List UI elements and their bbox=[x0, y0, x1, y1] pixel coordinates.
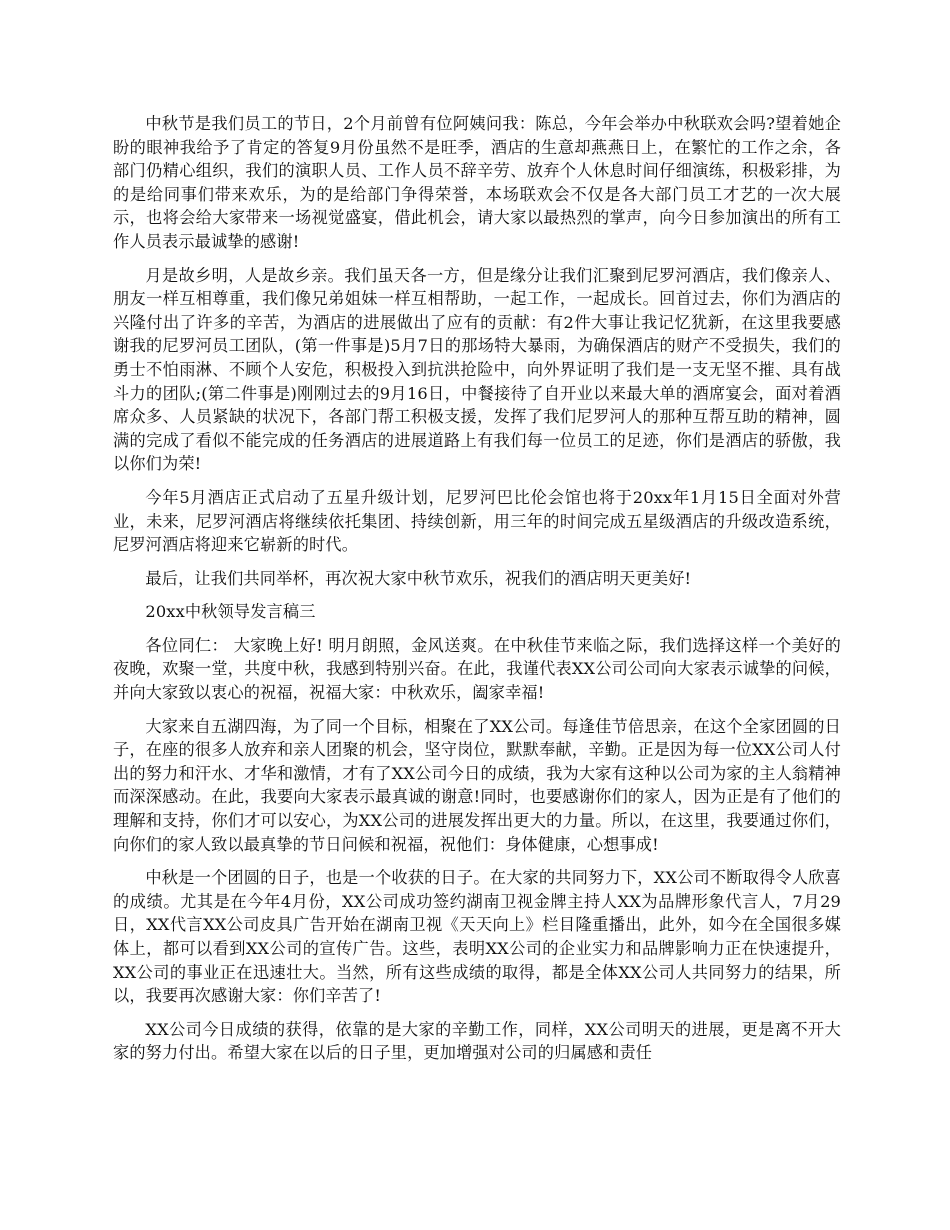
paragraph-five-star-plan: 今年5月酒店正式启动了五星升级计划，尼罗河巴比伦会馆也将于20xx年1月15日全面对外营业，未来，尼罗河酒店将继续依托集团、持续创新，用三年的时间完成五星级酒店的升级改造系统，尼罗河酒店将迎来它崭新的时代。 bbox=[113, 487, 841, 555]
document-page bbox=[113, 112, 841, 1075]
paragraph-toast: 最后，让我们共同举杯，再次祝大家中秋节欢乐，祝我们的酒店明天更美好! bbox=[145, 568, 692, 588]
paragraph-achievements: 中秋是一个团圆的日子，也是一个收获的日子。在大家的共同努力下，XX公司不断取得令人欣喜的成绩。尤其是在今年4月份，XX公司成功签约湖南卫视金牌主持人XX为品牌形象代言人，7月29日，XX代言XX公司皮具广告开始在湖南卫视《天天向上》栏目隆重播出，此外，如今在全国很多媒体上，都可以看到XX公司的宣传广告。这些，表明XX公司的企业实力和品牌影响力正在快速提升，XX公司的事业正在迅速壮大。当然，所有这些成绩的取得，都是全体XX公司人共同努力的结果，所以，我要再次感谢大家：你们辛苦了! bbox=[113, 868, 841, 1006]
paragraph-thanks-families: 大家来自五湖四海，为了同一个目标，相聚在了XX公司。每逢佳节倍思亲，在这个全家团圆的日子，在座的很多人放弃和亲人团聚的机会，坚守岗位，默默奉献，辛勤。正是因为每一位XX公司人付出的努力和汗水、才华和激情，才有了XX公司今日的成绩，我为大家有这种以公司为家的主人翁精神而深深感动。在此，我要向大家表示最真诚的谢意!同时，也要感谢你们的家人，因为正是有了他们的理解和支持，你们才可以安心，为XX公司的进展发挥出更大的力量。所以，在这里，我要通过你们，向你们的家人致以最真挚的节日问候和祝福，祝他们：身体健康，心想事成! bbox=[113, 716, 841, 854]
paragraph-greeting: 各位同仁： 大家晚上好! 明月朗照，金风送爽。在中秋佳节来临之际，我们选择这样一个美好的夜晚，欢聚一堂，共度中秋，我感到特别兴奋。在此，我谨代表XX公司公司向大家表示诚挚的问候，并向大家致以衷心的祝福，祝福大家：中秋欢乐，阖家幸福! bbox=[113, 635, 841, 703]
paragraph-hometown: 月是故乡明，人是故乡亲。我们虽天各一方，但是缘分让我们汇聚到尼罗河酒店，我们像亲人、朋友一样互相尊重，我们像兄弟姐妹一样互相帮助，一起工作，一起成长。回首过去，你们为酒店的兴隆付出了许多的辛苦，为酒店的进展做出了应有的贡献：有2件大事让我记忆犹新，在这里我要感谢我的尼罗河员工团队，(第一件事是)5月7日的那场特大暴雨，为确保酒店的财产不受损失，我们的勇士不怕雨淋、不顾个人安危，积极投入到抗洪抢险中，向外界证明了我们是一支无坚不摧、具有战斗力的团队;(第二件事是)刚刚过去的9月16日，中餐接待了自开业以来最大单的酒席宴会，面对着酒席众多、人员紧缺的状况下，各部门帮工积极支援，发挥了我们尼罗河人的那种互帮互助的精神，圆满的完成了看似不能完成的任务酒店的进展道路上有我们每一位员工的足迹，你们是酒店的骄傲，我以你们为荣! bbox=[113, 265, 841, 474]
section-heading: 20xx中秋领导发言稿三 bbox=[145, 602, 316, 622]
paragraph-future: XX公司今日成绩的获得，依靠的是大家的辛勤工作，同样，XX公司明天的进展，更是离不开大家的努力付出。希望大家在以后的日子里，更加增强对公司的归属感和责任 bbox=[113, 1019, 841, 1063]
paragraph-mid-autumn-staff: 中秋节是我们员工的节日，2个月前曾有位阿姨问我：陈总，今年会举办中秋联欢会吗?望着她企盼的眼神我给予了肯定的答复9月份虽然不是旺季，酒店的生意却燕燕日上，在繁忙的工作之余，各部门仍精心组织，我们的演职人员、工作人员不辞辛劳、放弃个人休息时间仔细演练，积极彩排，为的是给同事们带来欢乐，为的是给部门争得荣誉，本场联欢会不仅是各大部门员工才艺的一次大展示，也将会给大家带来一场视觉盛宴，借此机会，请大家以最热烈的掌声，向今日参加演出的所有工作人员表示最诚挚的感谢! bbox=[113, 114, 841, 251]
